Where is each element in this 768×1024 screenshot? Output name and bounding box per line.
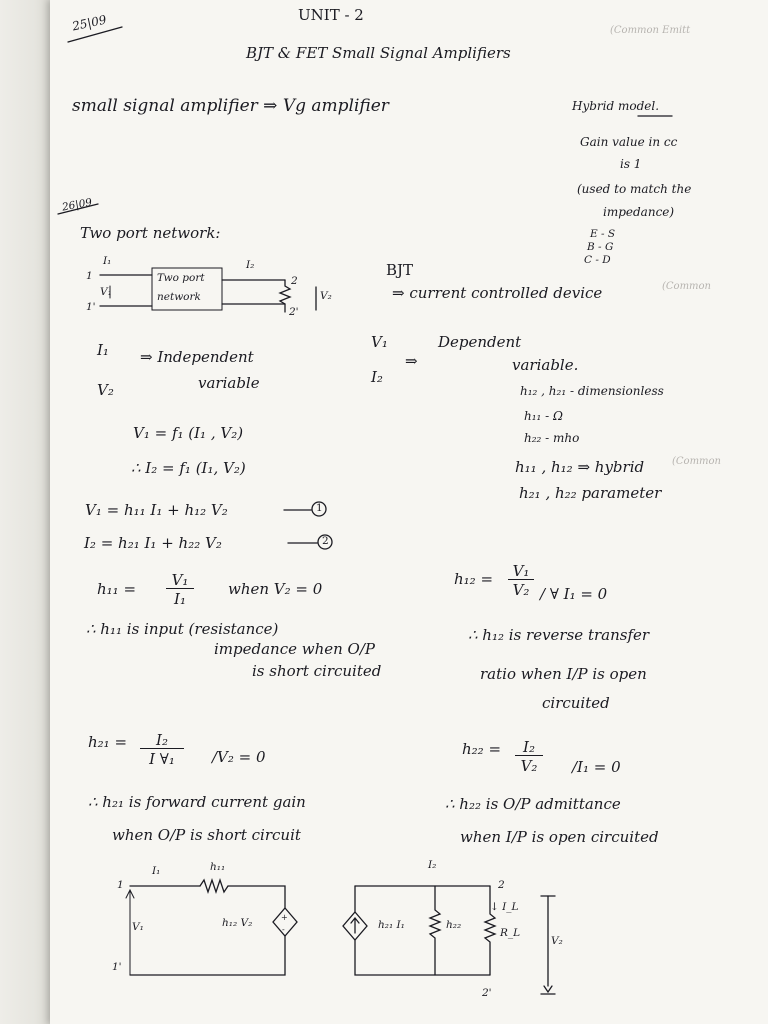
dependent-line-1: Dependent (438, 333, 522, 351)
h21-condition: /V₂ = 0 (212, 748, 266, 766)
circuit-node-2: 2 (498, 879, 505, 891)
h21-lhs: h₂₁ = (88, 733, 128, 751)
two-port-v2: V₂ (320, 290, 332, 302)
h11-statement-1: ∴ h₁₁ is input (resistance) (86, 620, 279, 638)
circuit-node-1: 1 (117, 879, 124, 891)
map-c-d: C - D (584, 254, 611, 266)
used-line-2: impedance) (603, 205, 675, 219)
h11-condition: when V₂ = 0 (228, 580, 323, 598)
gain-line-1: Gain value in cc (580, 135, 678, 149)
h22-statement-2: when I/P is open circuited (460, 828, 659, 846)
circuit-i1: I₁ (152, 865, 161, 877)
circuit-v2: V₂ (551, 935, 563, 947)
h12-fraction (508, 564, 534, 598)
circuit-node-2p: 2' (482, 987, 492, 999)
vsource-minus: - (282, 925, 285, 934)
two-port-heading: Two port network: (80, 224, 221, 242)
circuit-rl: R_L (500, 927, 521, 939)
h22-numerator: I₂ (515, 740, 543, 756)
h11-denominator: I₁ (174, 590, 186, 608)
hybrid-model: Hybrid model. (572, 99, 660, 113)
two-port-box-line-1: Two port (157, 272, 205, 284)
two-port-v1: V₁ (100, 286, 112, 298)
var-i1: I₁ (97, 341, 109, 359)
equation-2: I₂ = h₂₁ I₁ + h₂₂ V₂ (84, 534, 222, 552)
h21-numerator: I₂ (140, 733, 184, 749)
units-line-1: h₁₂ , h₂₁ - dimensionless (520, 384, 664, 398)
circuit-h12v2: h₁₂ V₂ (222, 917, 253, 929)
h11-statement-3: is short circuited (252, 662, 382, 680)
circuit-v1: V₁ (132, 921, 144, 933)
two-port-node-2p: 2' (289, 306, 299, 318)
two-port-i2: I₂ (246, 259, 255, 271)
h11-numerator: V₁ (166, 573, 194, 589)
two-port-node-2: 2 (291, 275, 298, 287)
current-source-arrow (351, 918, 359, 933)
ghost-text-3: (Common (672, 456, 721, 467)
independent-line-2: variable (198, 374, 260, 392)
equation-2-tag: 2 (322, 535, 329, 547)
ghost-text: (Common Emitt (610, 25, 691, 36)
two-port-diagram (100, 268, 316, 312)
h12-statement-2: ratio when I/P is open (480, 665, 647, 683)
circuit-h11: h₁₁ (210, 861, 226, 873)
unit-title: UNIT - 2 (298, 6, 364, 24)
units-line-2: h₁₁ - Ω (524, 409, 563, 423)
equation-1: V₁ = h₁₁ I₁ + h₁₂ V₂ (85, 501, 228, 519)
equivalent-circuit (126, 880, 555, 994)
h21-statement-2: when O/P is short circuit (112, 826, 301, 844)
page-subtitle: BJT & FET Small Signal Amplifiers (246, 44, 511, 62)
hybrid-line-2: h₂₁ , h₂₂ parameter (519, 484, 662, 502)
h12-lhs: h₁₂ = (454, 570, 494, 588)
h12-statement-1: ∴ h₁₂ is reverse transfer (468, 626, 650, 644)
hybrid-line-1: h₁₁ , h₁₂ ⇒ hybrid (515, 458, 645, 476)
var-v2: V₂ (97, 381, 114, 399)
h21-denominator: I ∀₁ (149, 750, 175, 768)
bjt-controlled: ⇒ current controlled device (392, 284, 603, 302)
h22-denominator: V₂ (520, 757, 538, 775)
h21-fraction (140, 733, 184, 767)
dependent-line-2: variable. (512, 356, 579, 374)
two-port-node-1: 1 (86, 270, 93, 282)
intro-line: small signal amplifier ⇒ Vg amplifier (72, 96, 389, 116)
h12-numerator: V₁ (508, 564, 534, 580)
h11-statement-2: impedance when O/P (214, 640, 376, 658)
gain-line-2: is 1 (620, 157, 642, 171)
equation-1-tag: 1 (316, 502, 323, 514)
function-i2: ∴ I₂ = f₁ (I₁, V₂) (131, 459, 246, 477)
h12-statement-3: circuited (542, 694, 610, 712)
circuit-node-1p: 1' (112, 961, 122, 973)
h22-statement-1: ∴ h₂₂ is O/P admittance (445, 795, 621, 813)
map-b-g: B - G (587, 241, 614, 253)
units-line-3: h₂₂ - mho (524, 431, 580, 445)
h11-lhs: h₁₁ = (97, 580, 137, 598)
date-25-09: 25|09 (70, 12, 108, 34)
h22-condition: /I₁ = 0 (572, 758, 621, 776)
map-e-s: E - S (590, 228, 616, 240)
h22-fraction (515, 740, 543, 774)
dependent-arrow: ⇒ (405, 352, 418, 370)
h12-denominator: V₂ (512, 581, 530, 599)
h21-statement-1: ∴ h₂₁ is forward current gain (88, 793, 306, 811)
two-port-i1: I₁ (103, 255, 112, 267)
circuit-h22: h₂₂ (446, 919, 462, 931)
var-v1: V₁ (371, 333, 388, 351)
circuit-i2: I₂ (428, 859, 437, 871)
two-port-box-line-2: network (157, 291, 201, 303)
h12-condition: / ∀ I₁ = 0 (540, 585, 608, 603)
circuit-il: ↓ I_L (490, 901, 519, 913)
function-v1: V₁ = f₁ (I₁ , V₂) (133, 424, 244, 442)
independent-line-1: ⇒ Independent (140, 348, 254, 366)
used-line-1: (used to match the (577, 182, 692, 196)
vsource-plus: + (281, 913, 288, 922)
bjt-label: BJT (386, 261, 414, 279)
two-port-node-1p: 1' (86, 301, 96, 313)
ghost-text-2: (Common (662, 281, 711, 292)
circuit-h21i1: h₂₁ I₁ (378, 919, 405, 931)
var-i2: I₂ (371, 368, 383, 386)
h11-fraction (166, 573, 194, 607)
h22-lhs: h₂₂ = (462, 740, 502, 758)
date-26-09: 26|09 (61, 196, 94, 214)
